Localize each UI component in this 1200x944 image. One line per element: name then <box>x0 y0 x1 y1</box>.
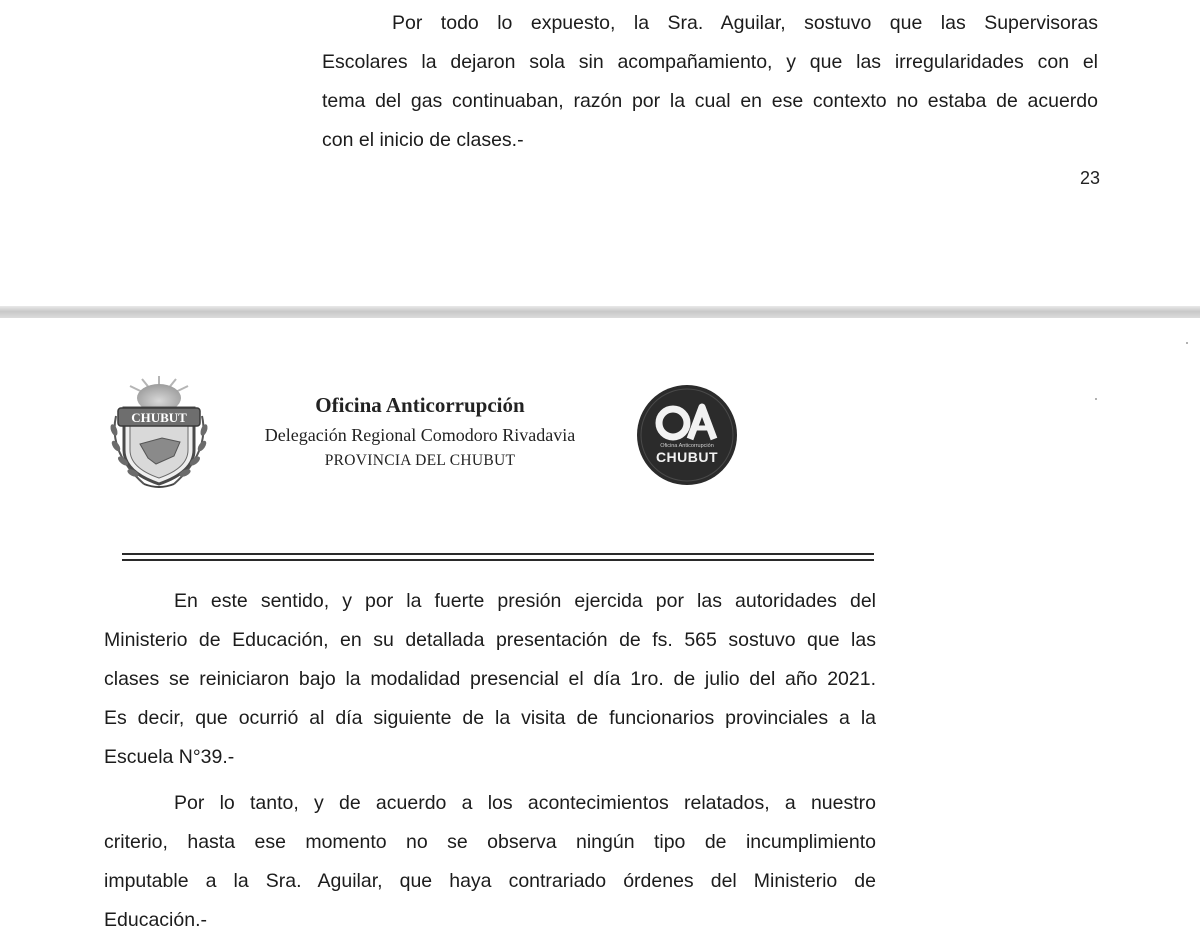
previous-page <box>0 0 1200 312</box>
paragraph-line: criterio, hasta ese momento no se observa ningún tipo de incumplimiento <box>104 831 876 853</box>
page-separator <box>0 306 1200 318</box>
paragraph-class-restart <box>104 582 876 777</box>
province-name: PROVINCIA DEL CHUBUT <box>324 452 516 469</box>
scan-speck <box>1186 342 1188 344</box>
paragraph-line: tema del gas continuaban, razón por la cual en ese contexto no estaba de acuerdo <box>322 90 1098 112</box>
paragraph-line: Ministerio de Educación, en su detallada presentación de fs. 565 sostuvo que las <box>104 629 876 651</box>
scan-speck <box>1095 398 1097 400</box>
paragraph-line: Educación.- <box>104 909 207 931</box>
header-divider <box>122 553 874 555</box>
logo-bottom-text: CHUBUT <box>655 449 719 465</box>
paragraph-line: Por lo tanto, y de acuerdo a los acontecimientos relatados, a nuestro <box>174 792 876 814</box>
page-number: 23 <box>1079 168 1100 188</box>
paragraph-line: con el inicio de clases.- <box>322 129 524 151</box>
seal-banner-text: CHUBUT <box>131 410 187 425</box>
header-divider <box>122 559 874 561</box>
paragraph-line: Es decir, que ocurrió al día siguiente de la visita de funcionarios provinciales a la <box>104 707 876 729</box>
delegation-name: Delegación Regional Comodoro Rivadavia <box>264 425 576 445</box>
paragraph-line: Escolares la dejaron sola sin acompañamiento, y que las irregularidades con el <box>322 51 1098 73</box>
oa-chubut-logo-icon <box>634 383 740 487</box>
paragraph-criterion <box>104 784 876 940</box>
chubut-seal-icon <box>104 372 214 494</box>
paragraph-conclusion-aguilar <box>322 4 1098 160</box>
logo-small-text: Oficina Anticorrupción <box>660 443 714 449</box>
paragraph-line: Escuela N°39.- <box>104 746 235 768</box>
paragraph-line: Por todo lo expuesto, la Sra. Aguilar, sostuvo que las Supervisoras <box>392 12 1098 34</box>
paragraph-line: clases se reiniciaron bajo la modalidad presencial el día 1ro. de julio del año 2021. <box>104 668 876 690</box>
paragraph-line: imputable a la Sra. Aguilar, que haya contrariado órdenes del Ministerio de <box>104 870 876 892</box>
paragraph-line: En este sentido, y por la fuerte presión ejercida por las autoridades del <box>174 590 876 612</box>
office-name: Oficina Anticorrupción <box>315 393 525 417</box>
